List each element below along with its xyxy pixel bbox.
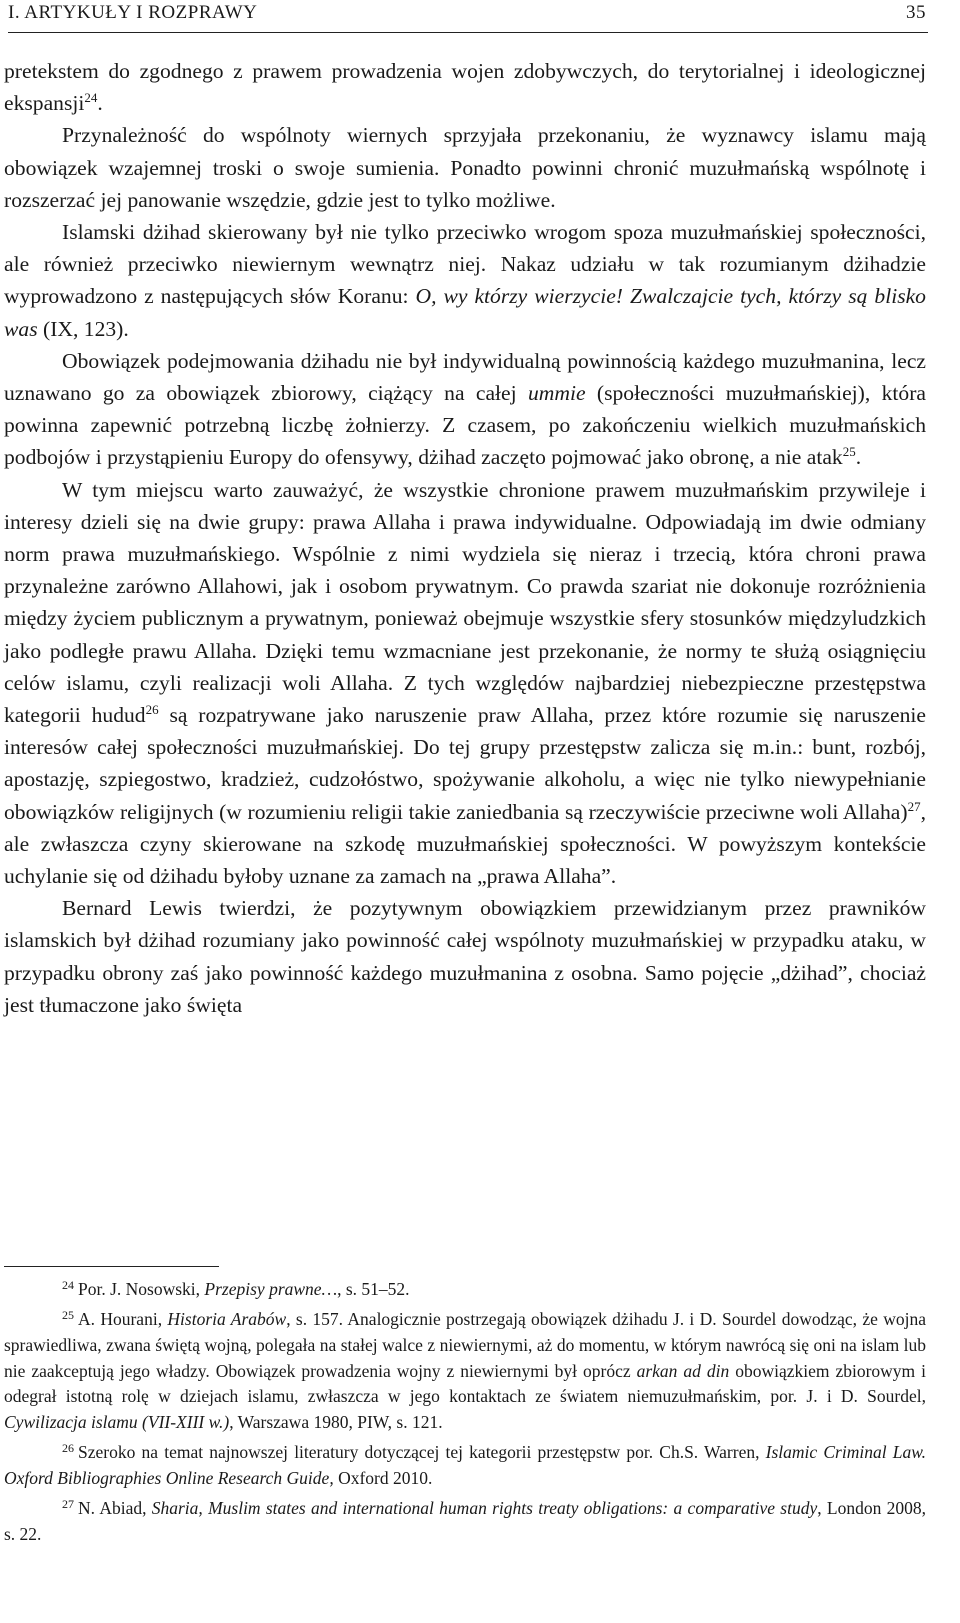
term-ummie: ummie xyxy=(527,381,586,406)
footnote-ref-26[interactable]: 26 xyxy=(145,702,159,718)
footnote-27: $^{27}$ N. Abiad, Sharia, Muslim states and international human rights treaty obligations: a comparative study, London 2008, s. 22. xyxy=(4,1497,926,1544)
paragraph-5: W tym miejscu warto zauważyć, że wszystkie chronione prawem muzułmańskim przywileje i interesy dzieli się na dwie grupy: prawa Allaha i prawa indywidualne. Odpowiadają im dwie odmiany norm prawa muzułmańskiego. Wspólnie z nimi wydziela się nieraz i trzecią, która chroni prawa przynależne zarówno Allahowi, jak i osobom prywatnym. Co prawda szariat nie dokonuje rozróżnienia między życiem publicznym a prywatnym, ponieważ obejmuje wszystkie sfery stosunków międzyludzkich jako podległe prawu Allaha. Dzięki temu wzmacniane jest przekonanie, że normy te służą osiągnięciu celów islamu, czyli realizacji woli Allaha. Z tych względów najbardziej niebezpieczne przestępstwa kategorii hudud$^{26}$ są rozpatrywane jako naruszenie praw Allaha, przez które rozumie się naruszenie interesów całej społeczności muzułmańskiej. Do tej grupy przestępstw zalicza się m.in.: bunt, rozbój, apostazję, szpiegostwo, kradzież, cudzołóstwo, spożywanie alkoholu, a więc nie tylko niewypełnianie obowiązków religijnych (w rozumieniu religii takie zaniedbania są rzeczywiście przeciwne woli Allaha)$^{27}$, ale zwłaszcza czyny skierowane na szkodę muzułmańskiej społeczności. W powyższym kontekście uchylanie się od dżihadu byłoby uznane za zamach na „prawa Allaha”. xyxy=(4,477,926,889)
footnote-25: $^{25}$ A. Hourani, Historia Arabów, s. 157. Analogicznie postrzegają obowiązek dżihadu J. i D. Sourdel dowodząc, że wojna sprawiedliwa, zwana świętą wojną, polegała na stałej walce z niewiernymi, aż do momentu, w którym nawrócą się oni na islam lub nie zaakceptują jego władzy. Obowiązek prowadzenia wojny z niewiernymi był oprócz arkan ad din obowiązkiem zbiorowym i odegrał istotną rolę w dziejach islamu, zwłaszcza w jego kontaktach ze światem niemuzułmańskim, por. J. i D. Sourdel, Cywilizacja islamu (VII-XIII w.), Warszawa 1980, PIW, s. 121. xyxy=(4,1308,927,1433)
footnote-number: 25 xyxy=(62,1308,74,1323)
footnotes xyxy=(4,1277,926,1552)
main-text xyxy=(4,55,926,1021)
paragraph-1: pretekstem do zgodnego z prawem prowadzenia wojen zdobywczych, do terytorialnej i ideologicznej ekspansji$^{24}$. xyxy=(4,59,926,116)
footnote-26: $^{26}$ Szeroko na temat najnowszej literatury dotyczącej tej kategorii przestępstw por. Ch.S. Warren, Islamic Criminal Law. Oxford Bibliographies Online Research Guide, Oxford 2010. xyxy=(4,1441,926,1488)
paragraph-4: Obowiązek podejmowania dżihadu nie był indywidualną powinnością każdego muzułmanina, lecz uznawano go za obowiązek zbiorowy, ciążący na całej ummie (społeczności muzułmańskiej), która powinna zapewnić potrzebną liczbę żołnierzy. Z czasem, po zakończeniu wielkich muzułmańskich podbojów i przystąpieniu Europy do ofensywy, dżihad zaczęto pojmować jako obronę, a nie atak$^{25}$. xyxy=(4,348,926,470)
running-header xyxy=(8,0,928,33)
footnote-ref-25[interactable]: 25 xyxy=(842,444,856,460)
footnote-number: 24 xyxy=(62,1278,74,1292)
section-title: I. ARTYKUŁY I ROZPRAWY xyxy=(8,2,258,23)
footnote-ref-24[interactable]: 24 xyxy=(84,90,98,106)
page-number: 35 xyxy=(906,2,926,23)
paragraph-2: Przynależność do wspólnoty wiernych sprzyjała przekonaniu, że wyznawcy islamu mają obowiązek wzajemnej troski o swoje sumienia. Ponadto powinni chronić muzułmańską wspólnotę i rozszerzać jej panowanie wszędzie, gdzie jest to tylko możliwe. xyxy=(4,123,926,212)
koran-quote: O, wy którzy wierzycie! Zwalczajcie tych, którzy są blisko was xyxy=(4,284,926,341)
paragraph-6: Bernard Lewis twierdzi, że pozytywnym obowiązkiem przewidzianym przez prawników islamskich był dżihad rozumiany jako powinność całej wspólnoty muzułmańskiej w przypadku ataku, w przypadku obrony zaś jako powinność każdego muzułmanina z osobna. Samo pojęcie „dżihad”, chociaż jest tłumaczone jako święta xyxy=(4,896,926,1017)
footnote-24: $^{24}$ Por. J. Nosowski, Przepisy prawne…, s. 51–52. xyxy=(62,1278,410,1299)
footnote-number: 26 xyxy=(62,1441,74,1456)
footnote-ref-27[interactable]: 27 xyxy=(907,798,921,814)
paragraph-3: Islamski dżihad skierowany był nie tylko przeciwko wrogom spoza muzułmańskiej społeczności, ale również przeciwko niewiernym wewnątrz niej. Nakaz udziału w tak rozumianym dżihadzie wyprowadzono z następujących słów Koranu: O, wy którzy wierzycie! Zwalczajcie tych, którzy są blisko was (IX, 123). xyxy=(4,220,926,341)
footnote-number: 27 xyxy=(62,1497,74,1512)
footnote-separator xyxy=(4,1266,219,1267)
